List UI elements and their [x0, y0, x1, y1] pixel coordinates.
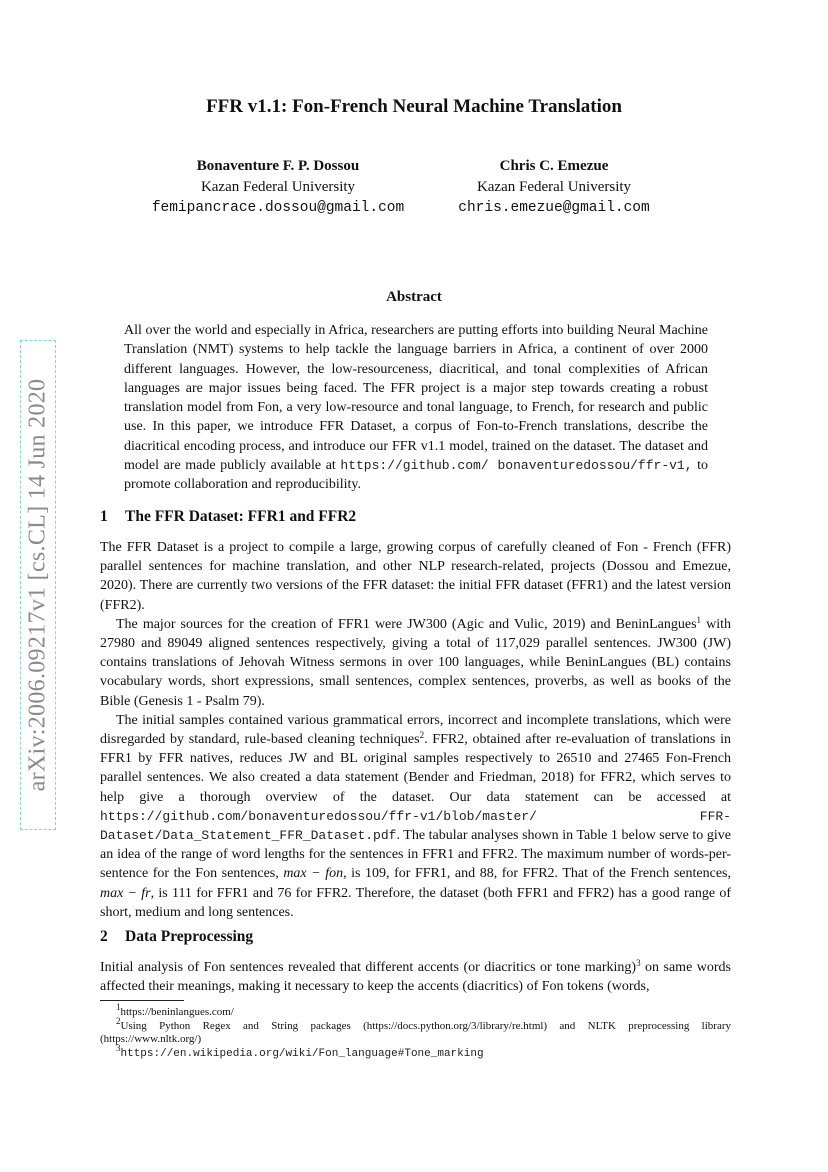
footnotes — [100, 1002, 731, 1061]
section-title: The FFR Dataset: FFR1 and FFR2 — [125, 508, 357, 525]
author-email[interactable]: femipancrace.dossou@gmail.com — [151, 200, 405, 216]
paragraph-text: . The tabular analyses shown in Table 1 below serve to give an idea of the range of word lengths for the sentences in FFR1 and FFR2. The maximum number of words-per-sentence for the Fon sentences, — [100, 828, 731, 882]
footnote-number: 3 — [116, 1042, 121, 1053]
paragraph-text: on same words affected their meanings, making it necessary to keep the accents (diacritics) of Fon tokens (words, — [100, 960, 731, 995]
paragraph-text: . FFR2, obtained after re-evaluation of translations in FFR1 by FFR natives, reduces JW and BL original samples respectively to 26510 and 27465 Fon-French parallel sentences. We also created a data statement (Bender and Friedman, 2018) for FFR2, which serves to help give a thorough overview of the dataset. Our data statement can be accessed at — [100, 732, 731, 805]
author-block — [432, 156, 676, 219]
author-name: Chris C. Emezue — [499, 158, 609, 174]
abstract-repo-link[interactable]: https://github.com/ bonaventuredossou/ffr-v1, — [340, 458, 693, 474]
section-body — [100, 958, 731, 996]
paragraph — [100, 615, 731, 711]
abstract-heading: Abstract — [386, 289, 442, 305]
paragraph-text: The initial samples contained various grammatical errors, incorrect and incomplete translations, which were disregarded by standard, rule-based cleaning techniques — [100, 712, 731, 748]
paper-title: FFR v1.1: Fon-French Neural Machine Translation — [206, 96, 622, 117]
paragraph-text: with 27980 and 89049 aligned sentences respectively, giving a total of 117,029 parallel sentences. JW300 (JW) contains translations of Jehovah Witness sermons in over 100 languages, while BeninLangues (BL) contains vocabulary words, short expressions, small sentences, complex sentences, proverbs, as well as books of the Bible (Genesis 1 - Psalm 79). — [100, 616, 731, 709]
paragraph-text: Initial analysis of Fon sentences revealed that different accents (or diacritics or tone marking) — [100, 960, 637, 975]
abstract-text: All over the world and especially in Africa, researchers are putting efforts into building Neural Machine Translation (NMT) systems to help tackle the language barriers in Africa, a continent of over 2000 different languages. However, the low-resourceness, diacritical, and tonal complexities of African languages are major issues being faced. The FFR project is a major step towards creating a robust translation model from Fon, a very low-resource and tonal language, to French, for research and public use. In this paper, we introduce FFR Dataset, a corpus of Fon-to-French translations, describe the diacritical encoding process, and introduce our FFR v1.1 model, trained on the dataset. The dataset and model are made publicly available at — [124, 323, 708, 474]
paragraph: The FFR Dataset is a project to compile a large, growing corpus of carefully cleaned of Fon - French (FFR) parallel sentences for machine translation, and other NLP research-related, projects (Dossou and Emezue, 2020). There are currently two versions of the FFR dataset: the initial FFR dataset (FFR1) and the latest version (FFR2). — [100, 540, 731, 613]
footnote — [100, 1002, 731, 1020]
footnote-mark[interactable]: 1 — [696, 614, 702, 625]
section-number: 2 — [100, 928, 108, 945]
section-heading — [100, 928, 253, 946]
math-expression: max − fr — [100, 885, 151, 901]
author-affiliation: Kazan Federal University — [476, 179, 632, 195]
data-statement-link[interactable]: https://github.com/bonaventuredossou/ffr-v1/blob/master/ FFR-Dataset/Data_Statement_FFR_Dataset.pdf — [100, 808, 731, 844]
paragraph-text: , is 111 for FFR1 and 76 for FFR2. Therefore, the dataset (both FFR1 and FFR2) has a good range of short, medium and long sentences. — [100, 885, 731, 920]
author-affiliation: Kazan Federal University — [200, 179, 356, 195]
arxiv-sidebar-stamp — [20, 340, 56, 830]
paragraph — [100, 958, 731, 996]
abstract-body — [124, 321, 708, 495]
section-body — [100, 538, 731, 922]
paragraph — [100, 711, 731, 922]
paragraph-text: The major sources for the creation of FFR1 were JW300 (Agic and Vulic, 2019) and BeninLangues — [116, 616, 697, 632]
author-block — [128, 156, 428, 219]
footnote-link[interactable]: https://en.wikipedia.org/wiki/Fon_language#Tone_marking — [120, 1047, 484, 1060]
footnote-mark[interactable]: 2 — [419, 730, 425, 741]
footnote — [100, 1042, 731, 1062]
footnote — [100, 1015, 731, 1047]
footnote-mark[interactable]: 3 — [636, 958, 641, 968]
abstract-text-end: to promote collaboration and reproducibility. — [124, 458, 708, 493]
paragraph-text: , is 109, for FFR1, and 88, for FFR2. That of the French sentences, — [343, 866, 731, 882]
section-title: Data Preprocessing — [125, 928, 254, 945]
footnote-link[interactable]: https://beninlangues.com/ — [120, 1006, 234, 1018]
author-email[interactable]: chris.emezue@gmail.com — [458, 200, 650, 216]
arxiv-identifier: arXiv:2006.09217v1 [cs.CL] 14 Jun 2020 — [24, 378, 51, 792]
section-number: 1 — [100, 508, 108, 525]
footnote-divider — [100, 1000, 184, 1001]
footnote-number: 2 — [116, 1015, 121, 1026]
section-heading — [100, 508, 356, 526]
footnote-text: Using Python Regex and String packages (https://docs.python.org/3/library/re.html) and NLTK preprocessing library (https://www.nltk.org/) — [100, 1019, 731, 1045]
author-name: Bonaventure F. P. Dossou — [196, 158, 360, 174]
footnote-number: 1 — [116, 1002, 121, 1012]
math-expression: max − fon — [283, 866, 344, 882]
